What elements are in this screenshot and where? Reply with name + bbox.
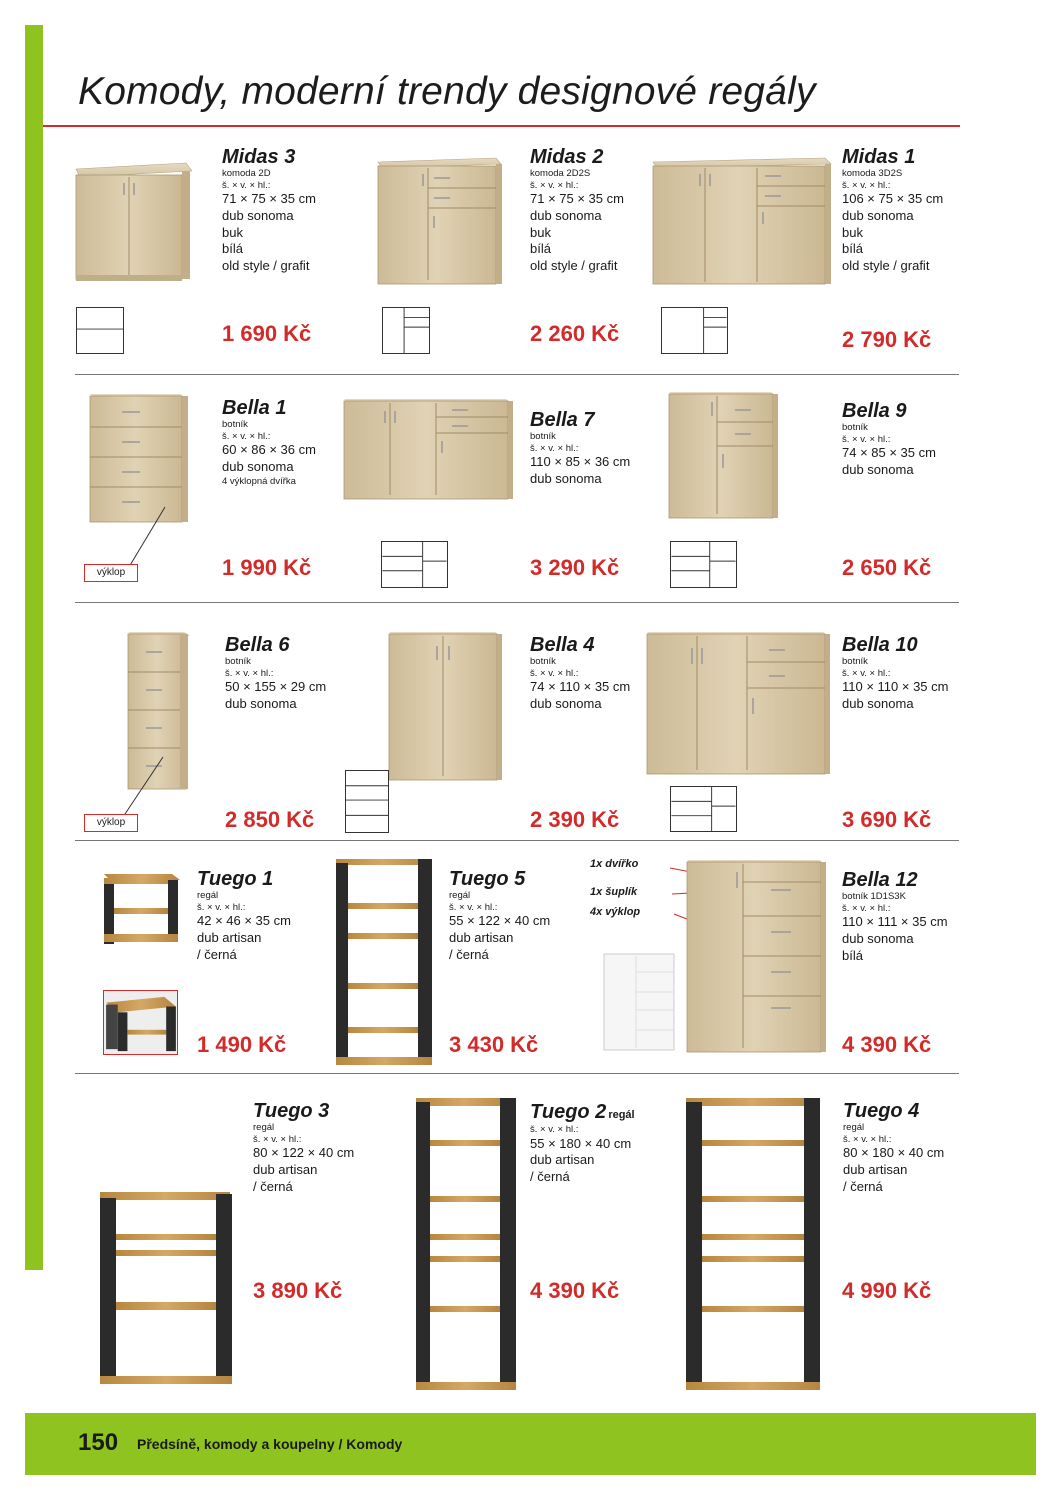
midas1-price: 2 790 Kč xyxy=(842,327,932,352)
tuego1-desc: regál š. × v. × hl.: 42 × 46 × 35 cm dub artisan / černá xyxy=(197,890,291,962)
bella9-price: 2 650 Kč xyxy=(842,555,932,580)
tuego1-name: Tuego 1 xyxy=(197,868,274,890)
bella10-scheme xyxy=(670,786,737,832)
midas3-price: 1 690 Kč xyxy=(222,321,312,346)
bella6-vyklop-badge: výklop xyxy=(84,814,138,832)
row-separator xyxy=(75,374,959,375)
bella10-name: Bella 10 xyxy=(842,634,918,656)
bella12-note-door: 1x dvířko xyxy=(590,858,639,870)
bella12-white-image xyxy=(600,950,680,1052)
tuego3-image xyxy=(96,1188,238,1388)
midas1-name: Midas 1 xyxy=(842,146,916,168)
bella4-image xyxy=(385,628,505,783)
tuego2-name xyxy=(530,1101,635,1124)
section-breadcrumb: Předsíně, komody a koupelny / Komody xyxy=(137,1436,403,1452)
bella9-image xyxy=(665,388,780,523)
bella7-scheme xyxy=(381,541,448,588)
row-separator xyxy=(75,1073,959,1074)
tuego3-name: Tuego 3 xyxy=(253,1100,330,1122)
midas2-price: 2 260 Kč xyxy=(530,321,620,346)
bella9-name: Bella 9 xyxy=(842,400,907,422)
bella12-note-tilt: 4x výklop xyxy=(590,906,641,918)
bella6-price: 2 850 Kč xyxy=(225,807,315,832)
midas3-image xyxy=(62,157,192,287)
tuego2-price: 4 390 Kč xyxy=(530,1278,620,1303)
tuego5-desc: regál š. × v. × hl.: 55 × 122 × 40 cm dub artisan / černá xyxy=(449,890,551,962)
tuego2-image xyxy=(412,1094,520,1394)
tuego5-name: Tuego 5 xyxy=(449,868,526,890)
bella12-price: 4 390 Kč xyxy=(842,1032,932,1057)
bella4-name: Bella 4 xyxy=(530,634,595,656)
bella7-desc: botník š. × v. × hl.: 110 × 85 × 36 cm dub sonoma xyxy=(530,431,631,486)
bella12-desc: botník 1D1S3K š. × v. × hl.: 110 × 111 × 35 cm dub sonoma bílá xyxy=(842,891,948,963)
bella9-scheme xyxy=(670,541,737,588)
tuego2-name-suffix: regál xyxy=(608,1109,635,1121)
midas1-image xyxy=(645,152,835,292)
tuego5-price: 3 430 Kč xyxy=(449,1032,539,1057)
tuego4-name: Tuego 4 xyxy=(843,1100,920,1122)
bella6-callout-line xyxy=(105,755,170,820)
row-separator xyxy=(75,840,959,841)
bella4-scheme xyxy=(345,770,389,833)
tuego4-image xyxy=(682,1094,826,1394)
bella6-name: Bella 6 xyxy=(225,634,290,656)
bella7-image xyxy=(340,395,515,505)
tuego5-image xyxy=(332,855,437,1067)
bella12-note-drawer: 1x šuplík xyxy=(590,886,638,898)
bella4-desc: botník š. × v. × hl.: 74 × 110 × 35 cm dub sonoma xyxy=(530,656,631,711)
tuego2-name-text: Tuego 2 xyxy=(530,1101,607,1123)
bella7-name: Bella 7 xyxy=(530,409,595,431)
midas2-image xyxy=(370,150,505,290)
midas2-desc: komoda 2D2S š. × v. × hl.: 71 × 75 × 35 cm dub sonoma buk bílá old style / grafit xyxy=(530,168,624,274)
bella1-callout-line xyxy=(105,505,170,570)
bella1-name: Bella 1 xyxy=(222,397,287,419)
midas3-desc: komoda 2D š. × v. × hl.: 71 × 75 × 35 cm dub sonoma buk bílá old style / grafit xyxy=(222,168,316,274)
midas3-scheme xyxy=(76,307,124,354)
midas1-desc: komoda 3D2S š. × v. × hl.: 106 × 75 × 35 cm dub sonoma buk bílá old style / grafit xyxy=(842,168,944,274)
bella1-price: 1 990 Kč xyxy=(222,555,312,580)
row-separator xyxy=(75,602,959,603)
midas3-name: Midas 3 xyxy=(222,146,296,168)
bella4-price: 2 390 Kč xyxy=(530,807,620,832)
tuego4-price: 4 990 Kč xyxy=(842,1278,932,1303)
page-title: Komody, moderní trendy designové regály xyxy=(78,70,816,113)
bella12-name: Bella 12 xyxy=(842,869,918,891)
tuego1-price: 1 490 Kč xyxy=(197,1032,287,1057)
bella10-desc: botník š. × v. × hl.: 110 × 110 × 35 cm dub sonoma xyxy=(842,656,949,711)
tuego2-desc: š. × v. × hl.: 55 × 180 × 40 cm dub artisan / černá xyxy=(530,1124,632,1185)
bella6-desc: botník š. × v. × hl.: 50 × 155 × 29 cm dub sonoma xyxy=(225,656,327,711)
page-number: 150 xyxy=(78,1429,119,1456)
midas1-scheme xyxy=(661,307,728,354)
midas2-scheme xyxy=(382,307,430,354)
bella9-desc: botník š. × v. × hl.: 74 × 85 × 35 cm dub sonoma xyxy=(842,422,936,477)
tuego1-image xyxy=(100,866,182,948)
bella1-vyklop-badge: výklop xyxy=(84,564,138,582)
tuego1-detail-image xyxy=(103,990,178,1055)
tuego3-desc: regál š. × v. × hl.: 80 × 122 × 40 cm dub artisan / černá xyxy=(253,1122,355,1194)
bella10-price: 3 690 Kč xyxy=(842,807,932,832)
bella10-image xyxy=(643,628,833,778)
bella7-price: 3 290 Kč xyxy=(530,555,620,580)
bella12-image xyxy=(683,856,828,1056)
bella1-desc: botník š. × v. × hl.: 60 × 86 × 36 cm dub sonoma 4 výklopná dvířka xyxy=(222,419,316,487)
tuego4-desc: regál š. × v. × hl.: 80 × 180 × 40 cm dub artisan / černá xyxy=(843,1122,945,1194)
side-accent-bar xyxy=(25,25,43,1270)
tuego3-price: 3 890 Kč xyxy=(253,1278,343,1303)
midas2-name: Midas 2 xyxy=(530,146,604,168)
title-underline xyxy=(43,125,960,127)
